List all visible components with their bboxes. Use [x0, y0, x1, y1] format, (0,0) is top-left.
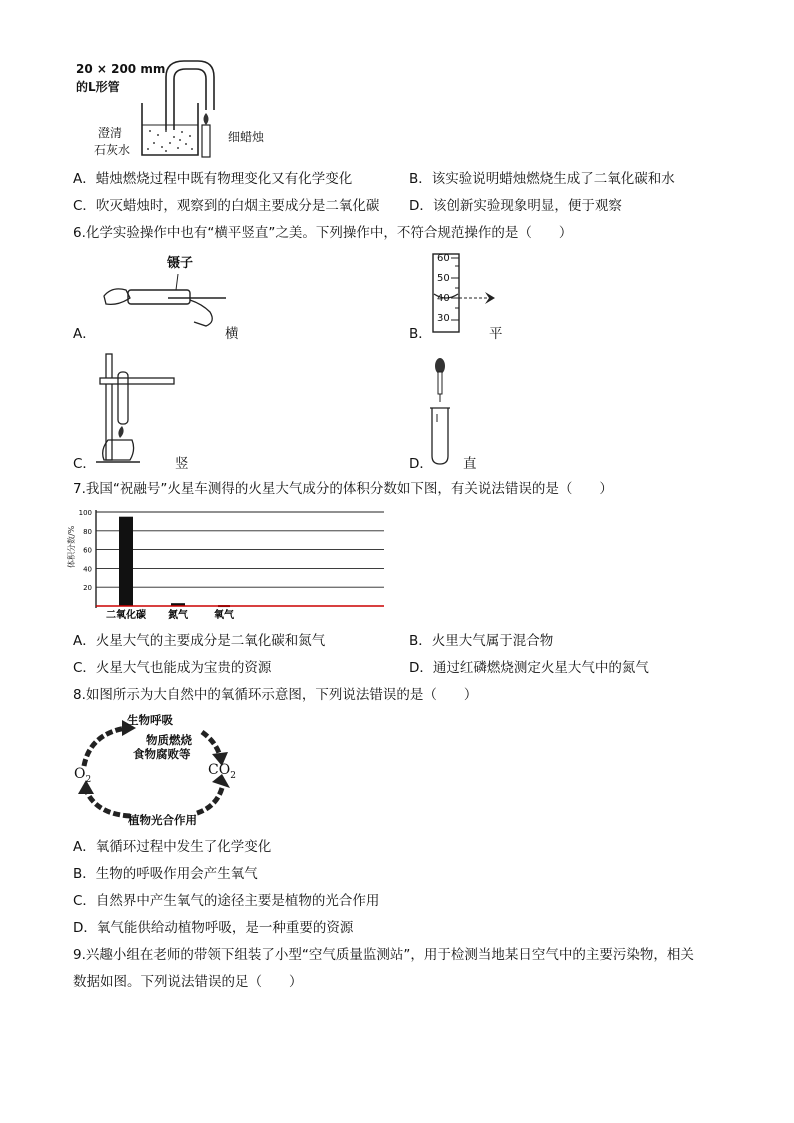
- q8-o2-symbol: O: [74, 766, 86, 782]
- chart-ytick-label: 20: [83, 584, 92, 593]
- q8-cycle-bottom: 植物光合作用: [128, 813, 197, 827]
- chart-ytick-label: 40: [83, 565, 92, 574]
- q6-tweezers-label: 镊子: [167, 256, 194, 271]
- chart-xtick-label: 氧气: [214, 610, 234, 621]
- q6-tick-30: 30: [437, 313, 450, 324]
- q6-tick-40: 40: [437, 293, 450, 304]
- q5-limewater-label-1: 澄清: [98, 126, 123, 140]
- q6-tick-50: 50: [437, 273, 450, 284]
- q5-tube-label-2: 的L形管: [76, 80, 120, 94]
- q6-option-d-letter[interactable]: D．: [409, 456, 433, 472]
- q6-option-c-letter[interactable]: C．: [73, 456, 96, 472]
- q7-option-a[interactable]: A．火星大气的主要成分是二氧化碳和氮气: [73, 633, 326, 649]
- chart-ytick-label: 60: [83, 546, 92, 555]
- q8-stem: 8.如图所示为大自然中的氧循环示意图，下列说法错误的是（ ）: [73, 687, 478, 703]
- q8-option-a[interactable]: A．氧循环过程中发生了化学变化: [73, 839, 272, 855]
- q6-option-a-letter[interactable]: A．: [73, 326, 96, 342]
- q9-stem-line-1: 9.兴趣小组在老师的带领下组装了小型“空气质量监测站”，用于检测当地某日空气中的主要污染物，相关: [73, 947, 694, 963]
- chart-xtick-label: 二氧化碳: [106, 610, 146, 621]
- chart-bar-0: [119, 517, 133, 606]
- q6-option-b-letter[interactable]: B．: [409, 326, 432, 342]
- q6-tick-60: 60: [437, 253, 450, 264]
- q8-option-c[interactable]: C．自然界中产生氧气的途径主要是植物的光合作用: [73, 893, 380, 909]
- q6-option-c-word: 竖: [175, 456, 189, 472]
- q8-option-b[interactable]: B．生物的呼吸作用会产生氧气: [73, 866, 258, 882]
- q5-option-b[interactable]: B．该实验说明蜡烛燃烧生成了二氧化碳和水: [409, 171, 675, 187]
- q6-option-d-word: 直: [463, 456, 477, 472]
- q6-option-a-word: 横: [225, 326, 239, 342]
- q8-cycle-middle-2: 食物腐败等: [133, 747, 191, 761]
- q7-option-d[interactable]: D．通过红磷燃烧测定火星大气中的氮气: [409, 660, 649, 676]
- chart-ytick-label: 80: [83, 527, 92, 536]
- q9-stem-line-2: 数据如图。下列说法错误的足（ ）: [73, 974, 303, 990]
- q8-o2-subscript: 2: [85, 774, 92, 785]
- q5-candle-label: 细蜡烛: [228, 130, 265, 144]
- q6-figure-c: [92, 350, 182, 468]
- q5-option-d[interactable]: D．该创新实验现象明显，便于观察: [409, 198, 622, 214]
- q7-option-b[interactable]: B．火里大气属于混合物: [409, 633, 554, 649]
- q5-tube-label-1: 20 × 200 mm: [76, 62, 166, 76]
- q7-chart: [68, 506, 398, 630]
- chart-xtick-label: 氮气: [168, 610, 188, 621]
- q8-cycle-middle-1: 物质燃烧: [146, 733, 192, 747]
- q8-co2-subscript: 2: [230, 770, 236, 781]
- chart-ylabel: 体积分数/%: [67, 525, 76, 568]
- q7-stem: 7.我国“祝融号”火星车测得的火星大气成分的体积分数如下图，有关说法错误的是（ ）: [73, 481, 613, 497]
- q6-vertical-clamp-drawing: [92, 350, 182, 468]
- q8-option-d[interactable]: D．氧气能供给动植物呼吸，是一种重要的资源: [73, 920, 354, 936]
- q6-dropper-drawing: [428, 356, 452, 468]
- q7-option-c[interactable]: C．火星大气也能成为宝贵的资源: [73, 660, 272, 676]
- q8-cycle-co2: [208, 762, 236, 781]
- q6-option-b-word: 平: [489, 326, 503, 342]
- q6-stem: 6.化学实验操作中也有“横平竖直”之美。下列操作中，不符合规范操作的是（ ）: [73, 225, 573, 241]
- q8-co2-symbol: CO: [208, 762, 231, 778]
- q8-cycle-top: 生物呼吸: [127, 713, 173, 727]
- chart-ytick-label: 100: [78, 509, 92, 517]
- q7-chart-svg: [68, 506, 398, 630]
- q5-limewater-label-2: 石灰水: [94, 143, 131, 157]
- q5-option-a[interactable]: A．蜡烛燃烧过程中既有物理变化又有化学变化: [73, 171, 353, 187]
- q6-figure-d: [428, 356, 452, 468]
- q5-option-c[interactable]: C．吹灭蜡烛时，观察到的白烟主要成分是二氧化碳: [73, 198, 380, 214]
- q8-cycle-o2: [74, 766, 91, 785]
